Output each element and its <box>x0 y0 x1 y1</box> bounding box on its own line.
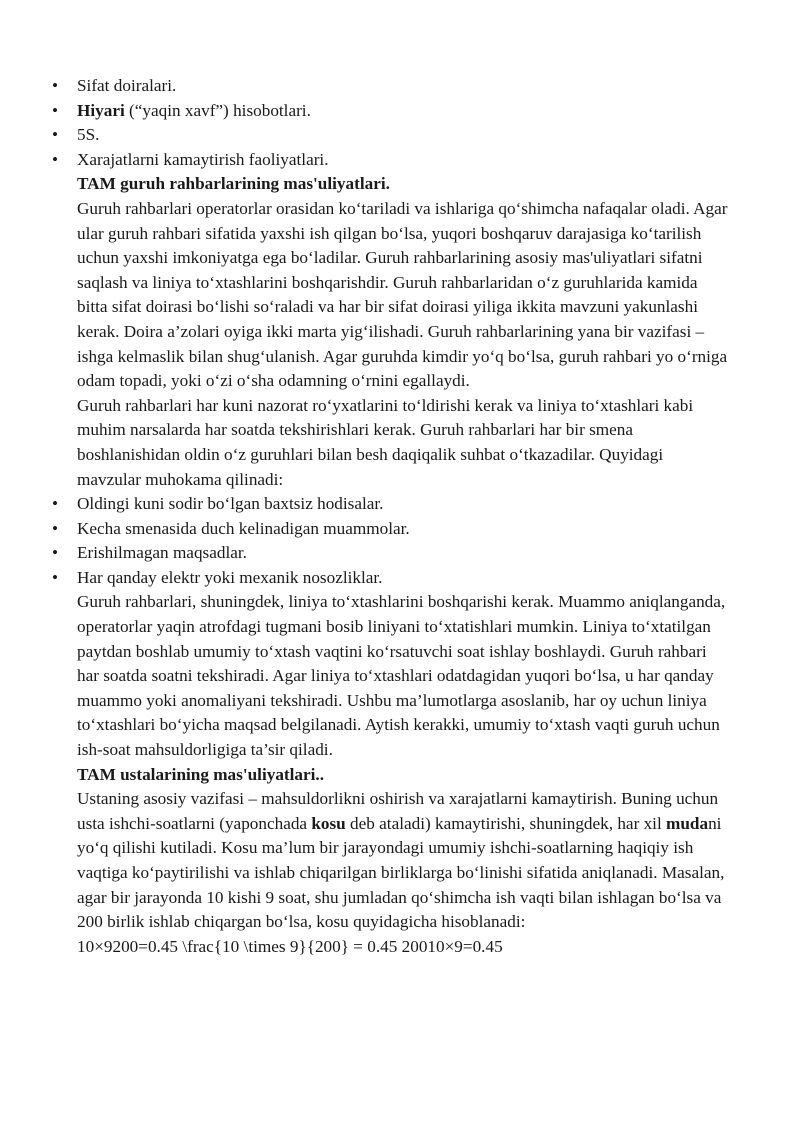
list-item: • Oldingi kuni sodir boʻlgan baxtsiz hodisalar. <box>77 492 730 517</box>
bullet-icon: • <box>52 494 59 514</box>
term-kosu: kosu <box>311 813 346 833</box>
bullet-icon: • <box>52 76 59 95</box>
bullet-list-2 <box>52 492 730 590</box>
bullet-list-1 <box>52 74 730 172</box>
paragraph: Guruh rahbarlari har kuni nazorat roʻyxatlarini toʻldirishi kerak va liniya toʻxtashlari kabi muhim narsalarda har soatda tekshirishlari kerak. Guruh rahbarlari har bir smena boshlanishidan oldin oʻz guruhlari bilan besh daqiqalik suhbat oʻtkazadilar. Quyidagi mavzular muhokama qilinadi: <box>77 395 694 489</box>
paragraph: Guruh rahbarlari operatorlar orasidan koʻtariladi va ishlariga qoʻshimcha nafaqalar oladi. Agar ular guruh rahbari sifatida yaxshi ish qilgan boʻlsa, yuqori boshqaruv darajasiga koʻtarilish uchun yaxshi imkoniyatga ega boʻladilar. Guruh rahbarlarining asosiy mas'uliyatlari sifatni saqlash va liniya toʻxtashlarini boshqarishdir. Guruh rahbarlaridan oʻz guruhlarida kamida bitta sifat doirasi boʻlishi soʻraladi va har bir sifat doirasi yiliga ikkita mavzuni yakunlashi kerak. Doira a’zolari oyiga ikki marta yigʻilishadi. Guruh rahbarlarining yana bir vazifasi – ishga kelmaslik bilan shugʻulanish. Agar guruhda kimdir yoʻq boʻlsa, guruh rahbari yo oʻrniga odam topadi, yoki oʻzi oʻsha odamning oʻrnini egallaydi. <box>77 198 728 391</box>
bullet-icon: • <box>52 149 59 169</box>
section-heading-masters: TAM ustalarining mas'uliyatlari.. <box>77 764 325 784</box>
paragraph: Guruh rahbarlari, shuningdek, liniya toʻxtashlarini boshqarishi kerak. Muammo aniqlanganda, operatorlar yaqin atrofdagi tugmani bosib liniyani toʻxtatishlari mumkin. Liniya toʻxtatilgan paytdan boshlab umumiy toʻxtash vaqtini koʻrsatuvchi soat ishlay boshlaydi. Guruh rahbari har soatda soatni tekshiradi. Agar liniya toʻxtashlari odatdagidan yuqori boʻlsa, u har qanday muammo yoki anomaliyani tekshiradi. Ushbu ma’lumotlarga asoslanib, har oy uchun liniya toʻxtashlari boʻyicha maqsad belgilanadi. Aytish kerakki, umumiy toʻxtash vaqti guruh uchun ish-soat mahsuldorligiga ta’sir qiladi. <box>77 592 726 760</box>
bullet-icon: • <box>52 125 59 145</box>
list-item: • Erishilmagan maqsadlar. <box>77 541 730 566</box>
list-item: • Har qanday elektr yoki mexanik nosozliklar. <box>77 566 730 591</box>
bullet-icon: • <box>52 518 59 538</box>
term-muda: muda <box>666 813 709 833</box>
list-item: • 5S. <box>77 123 730 148</box>
list-item: • Xarajatlarni kamaytirish faoliyatlari. <box>77 148 730 173</box>
formula-line: 10×9200=0.45 \frac{10 \times 9}{200} = 0.45 20010×9=0.45 <box>77 936 503 956</box>
bullet-icon: • <box>52 100 59 120</box>
section-heading-group-leaders: TAM guruh rahbarlarining mas'uliyatlari. <box>77 174 390 194</box>
list-item: • Kecha smenasida duch kelinadigan muammolar. <box>77 517 730 542</box>
bullet-icon: • <box>52 567 59 587</box>
bullet-icon: • <box>52 543 59 563</box>
paragraph: Ustaning asosiy vazifasi – mahsuldorlikni oshirish va xarajatlarni kamaytirish. Buning uchun usta ishchi-soatlarni (yaponchada kosu deb ataladi) kamaytirishi, shuningdek, har xil mudani yoʻq qilishi kutiladi. Kosu ma’lum bir jarayondagi umumiy ishchi-soatlarning haqiqiy ish vaqtiga koʻpaytirilishi va ishlab chiqarilgan birliklarga boʻlinishi sifatida aniqlanadi. Masalan, agar bir jarayonda 10 kishi 9 soat, shu jumladan qoʻshimcha ish vaqti bilan ishlagan boʻlsa va 200 birlik ishlab chiqargan boʻlsa, kosu quyidagicha hisoblanadi: <box>77 789 725 932</box>
list-item: • Hiyari (“yaqin xavf”) hisobotlari. <box>77 99 730 124</box>
list-item: • Sifat doiralari. <box>77 74 730 99</box>
